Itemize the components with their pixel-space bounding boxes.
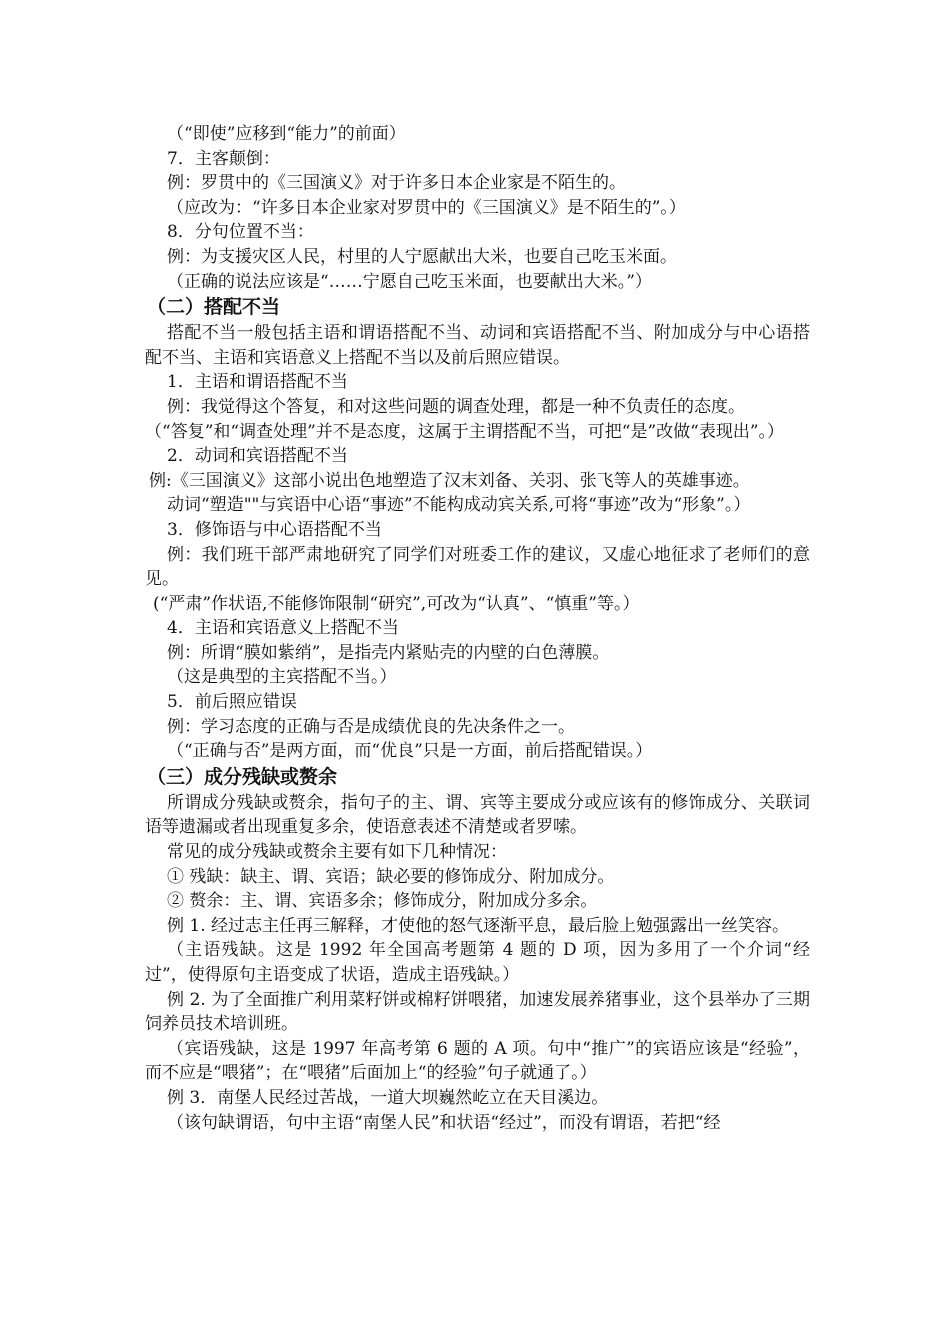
paragraph: （主语残缺。这是 1992 年全国高考题第 4 题的 D 项，因为多用了一个介词“经过”，使得原句主语变成了状语，造成主语残缺。） <box>145 940 810 985</box>
text-line: 例：为支援灾区人民，村里的人宁愿献出大米，也要自己吃玉米面。 <box>167 246 677 267</box>
paragraph: 例：我们班干部严肃地研究了同学们对班委工作的建议，又虚心地征求了老师们的意见。 <box>145 544 810 590</box>
list-item-heading: 5．前后照应错误 <box>167 692 297 713</box>
text-line: (“严肃”作状语,不能修饰限制“研究”,可改为“认真”、“慎重”等。） <box>153 593 640 614</box>
text-line: 例：罗贯中的《三国演义》对于许多日本企业家是不陌生的。 <box>167 173 626 194</box>
paragraph: （宾语残缺，这是 1997 年高考第 6 题的 A 项。句中“推广”的宾语应该是“经验”，而不应是“喂猪”；在“喂猪”后面加上“的经验”句子就通了。） <box>145 1038 810 1084</box>
document-body <box>145 122 810 1135</box>
paragraph: 所谓成分残缺或赘余，指句子的主、谓、宾等主要成分或应该有的修饰成分、关联词语等遗漏或者出现重复多余，使语意表述不清楚或者罗嗦。 <box>145 792 810 838</box>
list-item-heading: 3．修饰语与中心语搭配不当 <box>167 519 382 540</box>
text-line: （这是典型的主宾搭配不当。） <box>167 667 397 688</box>
text-line: 常见的成分残缺或赘余主要有如下几种情况： <box>167 842 507 863</box>
text-line: （该句缺谓语，句中主语“南堡人民”和状语“经过”，而没有谓语，若把“经 <box>167 1112 721 1133</box>
paragraph: 搭配不当一般包括主语和谓语搭配不当、动词和宾语搭配不当、附加成分与中心语搭配不当、主语和宾语意义上搭配不当以及前后照应错误。 <box>145 323 810 368</box>
list-item: ① 残缺：缺主、谓、宾语；缺必要的修饰成分、附加成分。 <box>167 866 615 887</box>
paragraph: 例 2. 为了全面推广利用菜籽饼或棉籽饼喂猪，加速发展养猪事业，这个县举办了三期饲养员技术培训班。 <box>145 989 810 1035</box>
paragraph: 例 1. 经过志主任再三解释，才使他的怒气逐渐平息，最后脸上勉强露出一丝笑容。 <box>167 915 790 936</box>
text-line: （“即使”应移到“能力”的前面） <box>167 124 406 144</box>
text-line: 例：学习态度的正确与否是成绩优良的先决条件之一。 <box>167 716 575 737</box>
paragraph: （“答复”和“调查处理”并不是态度，这属于主谓搭配不当，可把“是”改做“表现出”。） <box>145 421 785 442</box>
list-item-heading: 8．分句位置不当： <box>167 222 314 243</box>
list-item-heading: 1．主语和谓语搭配不当 <box>167 372 348 393</box>
text-line: （应改为：“许多日本企业家对罗贯中的《三国演义》是不陌生的”。） <box>167 197 686 218</box>
paragraph: 动词“塑造""与宾语中心语“事迹”不能构成动宾关系,可将“事迹”改为“形象”。） <box>167 495 751 516</box>
section-heading: （三）成分残缺或赘余 <box>147 765 338 788</box>
text-line: （“正确与否”是两方面，而“优良”只是一方面，前后搭配错误。） <box>167 741 653 762</box>
text-line: 例：所谓“膜如紫绡”，是指壳内紧贴壳的内壁的白色薄膜。 <box>167 642 610 663</box>
list-item-heading: 2．动词和宾语搭配不当 <box>167 446 348 467</box>
list-item: ② 赘余：主、谓、宾语多余；修饰成分，附加成分多余。 <box>167 891 598 912</box>
text-line: 例 3．南堡人民经过苦战，一道大坝巍然屹立在天目溪边。 <box>167 1087 609 1108</box>
list-item-heading: 7．主客颠倒： <box>167 148 280 169</box>
text-line: 例:《三国演义》这部小说出色地塑造了汉末刘备、关羽、张飞等人的英雄事迹。 <box>149 470 750 491</box>
section-heading: （二）搭配不当 <box>147 296 281 319</box>
text-line: （正确的说法应该是“……宁愿自己吃玉米面，也要献出大米。”） <box>167 271 652 292</box>
list-item-heading: 4．主语和宾语意义上搭配不当 <box>167 618 399 639</box>
text-line: 例：我觉得这个答复，和对这些问题的调查处理，都是一种不负责任的态度。 <box>167 396 745 417</box>
